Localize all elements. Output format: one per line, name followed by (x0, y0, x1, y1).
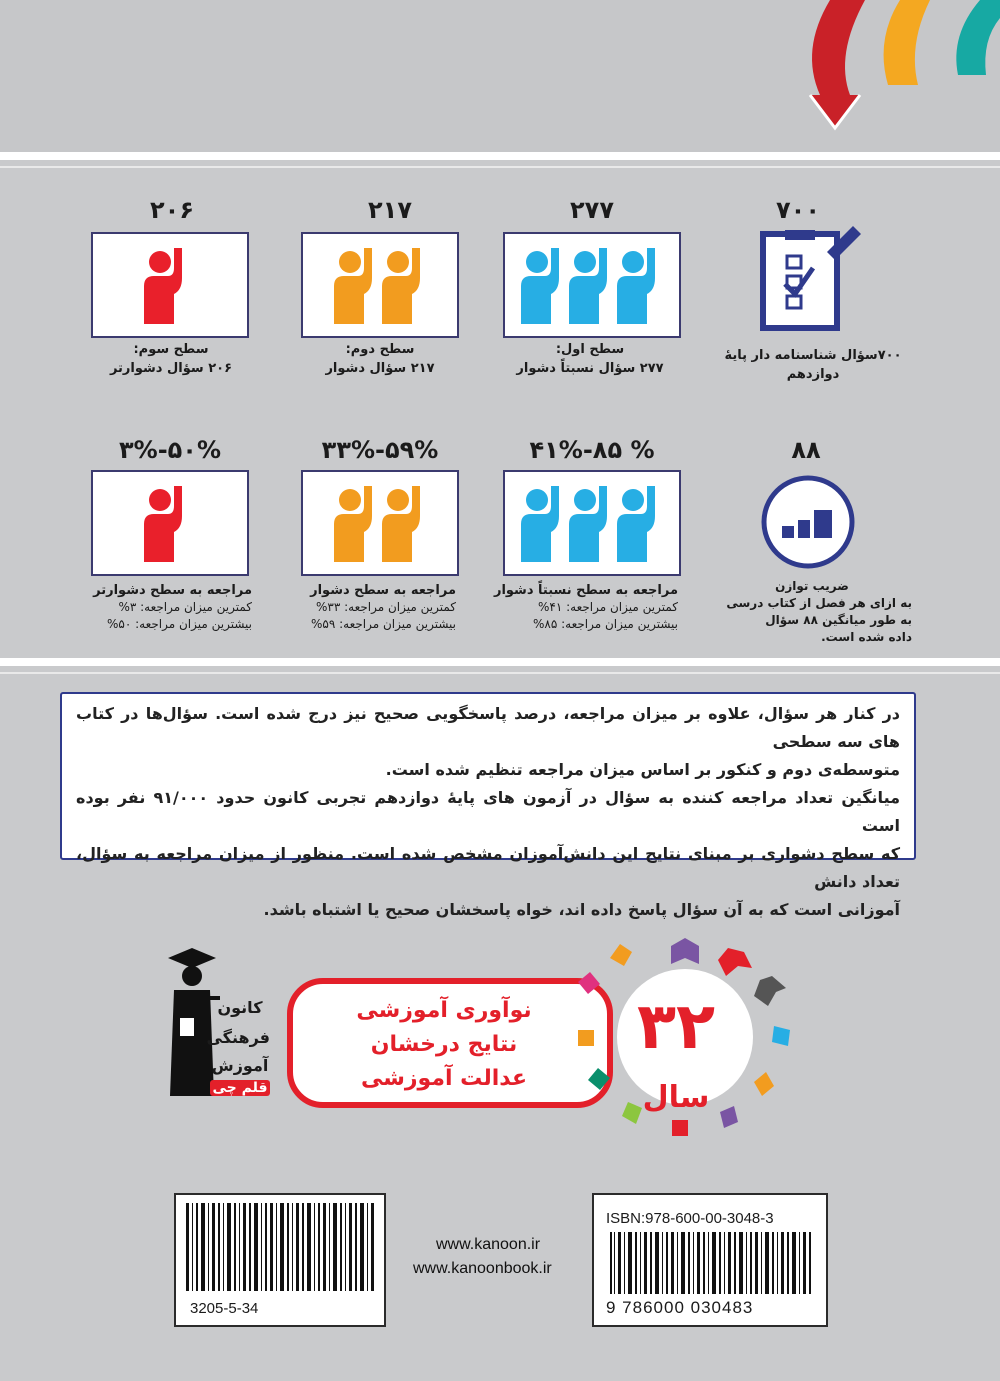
stat-ref1-caption (478, 582, 678, 633)
level3-card (91, 232, 249, 338)
decorative-arcs-icon (760, 0, 1000, 135)
level1-card (503, 232, 681, 338)
three-students-icon (517, 244, 667, 326)
stat-ref3-caption (78, 582, 252, 633)
stat-level1-value: ۲۷۷ (570, 196, 614, 224)
stat-level2-caption (290, 340, 470, 378)
stat-ref2-value: ۳۳%-۵۹% (321, 436, 439, 464)
stat-balance-value: ۸۸ (791, 436, 821, 464)
stat-total-caption: ۷۰۰سؤال شناسنامه دار پایۀ دوازدهم (724, 348, 902, 382)
divider-top (0, 152, 1000, 160)
stat-level2-caption-text: ۲۱۷ سؤال دشوار (325, 361, 435, 376)
slogan-banner (287, 978, 613, 1108)
stat-ref2-line2: کمترین میزان مراجعه: ۳۳% (316, 600, 456, 614)
description-line4: که سطح دشواری بر مبنای نتایج این دانش‌آموزان مشخص شده است. منظور از میزان مراجعه به سؤال، تعداد دانش (76, 844, 900, 891)
stat-level1-caption-title: سطح اول: (555, 342, 625, 357)
description-line3: میانگین تعداد مراجعه کننده به سؤال در آزمون های پایۀ دوازدهم تجربی کانون حدود ۹۱/۰۰۰ نفر بوده است (76, 788, 901, 835)
two-students-icon (330, 482, 430, 564)
level2-card (301, 232, 459, 338)
divider-middle (0, 658, 1000, 666)
website-link-1[interactable]: www.kanoon.ir (436, 1236, 541, 1253)
stat-level2-value: ۲۱۷ (368, 196, 412, 224)
stat-ref3-line1: مراجعه به سطح دشوارتر (93, 583, 252, 598)
stat-level3-caption-title: سطح سوم: (133, 342, 209, 357)
stat-ref2-line1: مراجعه به سطح دشوار (310, 583, 456, 598)
isbn-barcode-icon (606, 1232, 816, 1294)
checklist-icon (757, 222, 867, 334)
one-student-icon (140, 244, 200, 326)
badge-number: ۳۲ (636, 990, 716, 1064)
slogan-line1: نوآوری آموزشی (356, 998, 532, 1023)
book-code: 3205-5-34 (190, 1300, 259, 1317)
stat-level3-caption-text: ۲۰۶ سؤال دشوارتر (109, 361, 233, 376)
badge-word: سال (642, 1080, 710, 1115)
stat-ref1-line1: مراجعه به سطح نسبتاً دشوار (493, 583, 678, 598)
stat-level2-caption-title: سطح دوم: (345, 342, 415, 357)
slogan-line2: نتایج درخشان (370, 1032, 518, 1057)
stat-balance-line4: داده شده است. (821, 630, 912, 644)
divider-stripe-middle (0, 672, 1000, 674)
stat-total-value: ۷۰۰ (776, 196, 820, 224)
isbn-digits: 9 786000 030483 (606, 1298, 754, 1317)
code-barcode-icon (184, 1203, 376, 1291)
stat-ref3-value: ۳%-۵۰% (119, 436, 221, 464)
description-box (60, 692, 916, 919)
stat-level3-value: ۲۰۶ (150, 196, 194, 224)
one-student-icon (140, 482, 200, 564)
website-link-2[interactable]: www.kanoonbook.ir (413, 1260, 552, 1277)
stat-ref2-line3: بیشترین میزان مراجعه: ۵۹% (310, 617, 456, 631)
bar-chart-circle-icon (760, 474, 856, 570)
stat-level1-caption (500, 340, 680, 378)
slogan-line3: عدالت آموزشی (361, 1066, 527, 1091)
ref2-card (301, 470, 459, 576)
divider-stripe-top (0, 166, 1000, 168)
stat-balance-line1: ضریب توازن (775, 579, 849, 593)
isbn-text: ISBN:978-600-00-3048-3 (606, 1210, 774, 1227)
stat-ref1-line3: بیشترین میزان مراجعه: ۸۵% (532, 617, 678, 631)
description-line2: متوسطه‌ی دوم و کنکور بر اساس میزان مراجعه تنظیم شده است. (385, 760, 900, 779)
stat-ref1-value: ۴۱%-۸۵ % (529, 436, 655, 464)
graduate-logo-icon (160, 940, 220, 1100)
two-students-icon (330, 244, 430, 326)
logo-line3: آموزش (211, 1056, 269, 1075)
three-students-icon (517, 482, 667, 564)
ref3-card (91, 470, 249, 576)
ref1-card (503, 470, 681, 576)
description-line5: آموزانی است که به آن سؤال پاسخ داده اند، خواه پاسخشان صحیح یا اشتباه باشد. (263, 900, 900, 919)
stat-level1-caption-text: ۲۷۷ سؤال نسبتاً دشوار (516, 361, 664, 376)
logo-line2: فرهنگی (206, 1028, 270, 1047)
stat-ref2-caption (282, 582, 456, 633)
stat-ref1-line2: کمترین میزان مراجعه: ۴۱% (538, 600, 678, 614)
stat-balance-caption (712, 578, 912, 646)
stat-ref3-line3: بیشترین میزان مراجعه: ۵۰% (106, 617, 252, 631)
stat-balance-line2: به ازای هر فصل از کتاب درسی (726, 596, 912, 610)
stat-level3-caption (86, 340, 256, 378)
logo-line4: قلم چی (210, 1080, 270, 1096)
stat-balance-line3: به طور میانگین ۸۸ سؤال (765, 613, 912, 627)
description-line1: در کنار هر سؤال، علاوه بر میزان مراجعه، درصد پاسخگویی صحیح نیز درج شده است. سؤال‌ها در کتاب های سه سطحی (76, 704, 900, 751)
stat-ref3-line2: کمترین میزان مراجعه: ۳% (118, 600, 252, 614)
logo-line1: کانون (217, 998, 263, 1017)
